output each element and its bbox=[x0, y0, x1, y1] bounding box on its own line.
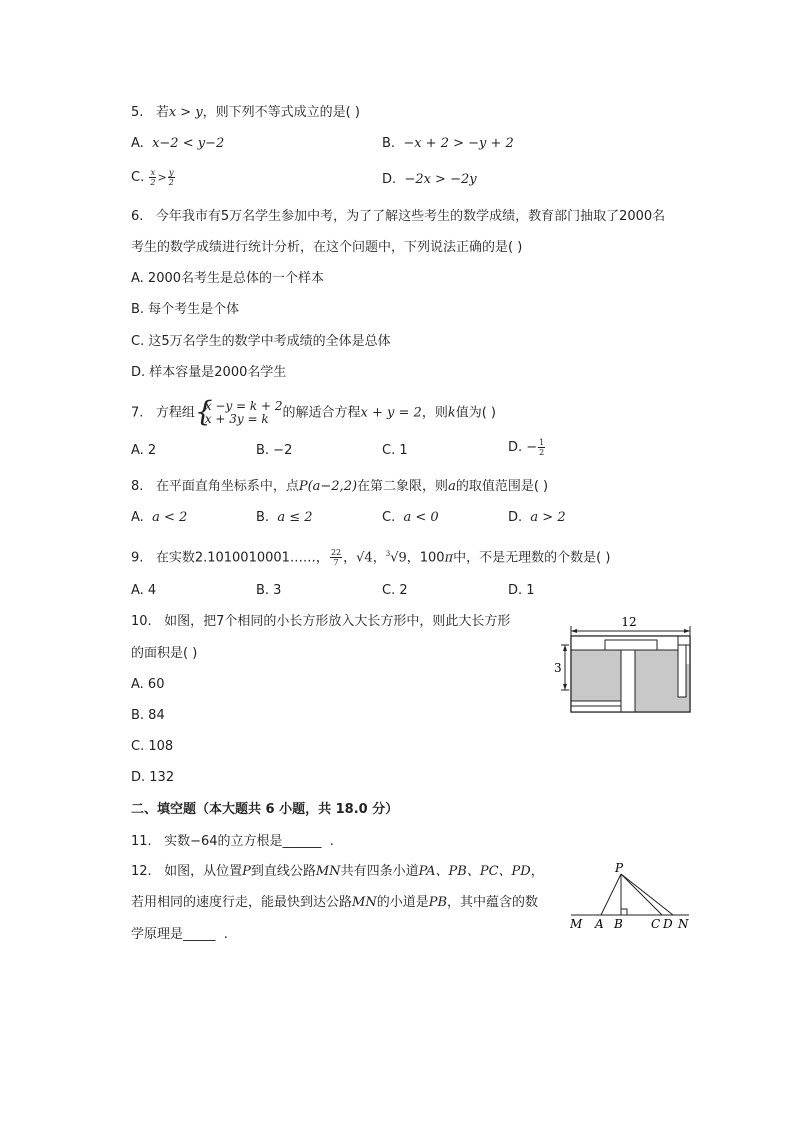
q10-line1-text: 如图，把7个相同的小长方形放入大长方形中，则此大长方形 bbox=[164, 614, 511, 629]
q5-option-a-label: A. bbox=[131, 136, 144, 151]
q10-stem-line1 bbox=[131, 613, 510, 631]
q12-var-pb: PB bbox=[428, 895, 448, 910]
q11-end: . bbox=[329, 834, 334, 849]
q6-line2-text: 考生的数学成绩进行统计分析，在这个问题中，下列说法正确的是( ) bbox=[131, 240, 523, 255]
q12-label-b: B bbox=[614, 917, 623, 931]
q5-option-c bbox=[131, 168, 176, 187]
q7-option-b: B. −2 bbox=[256, 443, 293, 458]
q9-cbrt-index: 3 bbox=[385, 550, 391, 558]
q10-shaded-right bbox=[635, 650, 678, 712]
q12-end: . bbox=[223, 927, 228, 942]
q8-point: P(a−2,2) bbox=[298, 479, 358, 494]
q8-var-a: a bbox=[448, 479, 456, 494]
q12-stem-line3 bbox=[131, 926, 228, 944]
q5-option-d-text: −2x > −2y bbox=[404, 172, 477, 187]
q12-label-n: N bbox=[678, 917, 689, 931]
q12-answer-blank[interactable]: _____ bbox=[183, 927, 216, 942]
q12-var-mn-2: MN bbox=[352, 895, 377, 910]
q7-option-d-label: D. − bbox=[508, 440, 538, 455]
q11-number: 11. bbox=[131, 834, 152, 849]
q6-stem-line1 bbox=[131, 208, 665, 226]
q9-stem-suffix: 中，不是无理数的个数是( ) bbox=[453, 550, 611, 566]
q8-stem-suffix: 的取值范围是( ) bbox=[455, 479, 549, 494]
q12-line1-end: ， bbox=[530, 864, 544, 879]
q12-line1-mid: 到直线公路 bbox=[250, 864, 316, 879]
q12-paths: PA、PB、PC、PD bbox=[418, 864, 531, 879]
q6-number: 6. bbox=[131, 209, 144, 224]
q7-eq3: x + y = 2 bbox=[360, 405, 422, 421]
q9-sqrt4: √4 bbox=[356, 550, 373, 566]
q8-option-d bbox=[508, 509, 566, 527]
q9-option-c: C. 2 bbox=[382, 583, 408, 598]
q12-segment-pd bbox=[621, 874, 673, 915]
q10-width-label: 12 bbox=[621, 615, 637, 629]
q12-label-d: D bbox=[663, 917, 673, 931]
q5-condition: x > y bbox=[168, 105, 203, 120]
q10-width-arrow-left bbox=[571, 629, 577, 633]
q8-option-d-text: a > 2 bbox=[530, 510, 566, 525]
q11-text: 实数−64的立方根是 bbox=[164, 834, 283, 849]
q8-option-a bbox=[131, 509, 187, 527]
q5-option-a-text: x−2 < y−2 bbox=[152, 136, 225, 151]
q7-stem-mid: 的解适合方程 bbox=[282, 405, 361, 421]
q12-label-p: P bbox=[615, 861, 624, 875]
q5-option-d-label: D. bbox=[382, 172, 397, 187]
q7-option-d-frac: $\frac{1}{2}$ bbox=[539, 438, 545, 457]
q8-stem bbox=[131, 478, 548, 496]
q7-option-d bbox=[508, 438, 546, 457]
q12-point-line-figure bbox=[565, 860, 695, 935]
q11-answer-blank[interactable]: ______ bbox=[282, 834, 322, 849]
q8-stem-mid: 在第二象限，则 bbox=[357, 479, 449, 494]
q10-rectangle-figure bbox=[552, 612, 697, 718]
q5-option-b bbox=[382, 135, 514, 153]
q12-label-c: C bbox=[651, 917, 661, 931]
q9-stem bbox=[131, 545, 610, 567]
q8-number: 8. bbox=[131, 479, 144, 494]
q12-var-mn: MN bbox=[315, 864, 341, 879]
q12-segment-pa bbox=[601, 874, 621, 915]
q9-option-a: A. 4 bbox=[131, 583, 157, 598]
q7-stem-suffix: 值为( ) bbox=[455, 405, 496, 421]
q5-option-a bbox=[131, 135, 224, 153]
q7-stem-mid2: ，则 bbox=[421, 405, 448, 421]
q7-option-c: C. 1 bbox=[382, 443, 408, 458]
q5-option-b-label: B. bbox=[382, 136, 396, 151]
q9-sep2: ， bbox=[372, 550, 386, 566]
q5-option-d bbox=[382, 171, 477, 189]
q12-line1-prefix: 如图，从位置 bbox=[164, 864, 243, 879]
q10-option-a: A. 60 bbox=[131, 677, 165, 692]
q12-line3-text: 学原理是 bbox=[131, 927, 184, 942]
q12-stem-line1 bbox=[131, 863, 544, 881]
q7-number: 7. bbox=[131, 405, 144, 421]
q6-option-b: B. 每个考生是个体 bbox=[131, 302, 240, 317]
q9-sep3: ，100 bbox=[406, 550, 445, 566]
q11-stem bbox=[131, 833, 334, 851]
q12-label-a: A bbox=[595, 917, 604, 931]
section-fill-in-blank-title: 二、填空题（本大题共 6 小题，共 18.0 分） bbox=[131, 802, 399, 817]
q10-shaded-left bbox=[571, 650, 621, 701]
q10-stem-line2: 的面积是( ) bbox=[131, 646, 198, 661]
q9-stem-prefix: 在实数2.1010010001……， bbox=[155, 550, 329, 566]
q8-option-c-text: a < 0 bbox=[403, 510, 439, 525]
q12-label-m: M bbox=[570, 917, 583, 931]
q5-option-c-frac-x: $\frac{x}{2}$ bbox=[150, 168, 156, 187]
q8-option-b bbox=[256, 509, 313, 527]
q8-option-d-label: D. bbox=[508, 510, 523, 525]
q12-line2-prefix: 若用相同的速度行走，能最快到达公路 bbox=[131, 895, 353, 910]
q6-option-c: C. 这5万名学生的数学中考成绩的全体是总体 bbox=[131, 334, 391, 349]
q9-cbrt9: √9 bbox=[390, 550, 407, 566]
q12-line2-end: ，其中蕴含的数 bbox=[447, 895, 539, 910]
q12-stem-line2 bbox=[131, 894, 538, 912]
q5-stem bbox=[131, 104, 360, 122]
q6-option-d: D. 样本容量是2000名学生 bbox=[131, 365, 287, 380]
q12-line1-mid2: 共有四条小道 bbox=[340, 864, 419, 879]
q8-option-a-text: a < 2 bbox=[152, 510, 188, 525]
q8-option-b-label: B. bbox=[256, 510, 270, 525]
q5-option-b-text: −x + 2 > −y + 2 bbox=[403, 136, 514, 151]
q12-right-angle-mark bbox=[621, 909, 627, 915]
q8-option-a-label: A. bbox=[131, 510, 144, 525]
q10-option-d: D. 132 bbox=[131, 770, 175, 785]
q12-var-p: P bbox=[242, 864, 251, 879]
q10-width-arrow-right bbox=[684, 629, 690, 633]
q8-option-c-label: C. bbox=[382, 510, 396, 525]
q5-option-c-label: C. bbox=[131, 170, 145, 185]
q8-stem-prefix: 在平面直角坐标系中，点 bbox=[155, 479, 299, 494]
q6-line1-text: 今年我市有5万名学生参加中考，为了了解这些考生的数学成绩，教育部门抽取了2000名 bbox=[155, 209, 666, 224]
q7-stem-prefix: 方程组 bbox=[155, 405, 195, 421]
q9-fraction: $\frac{22}{7}$ bbox=[330, 548, 342, 568]
q9-number: 9. bbox=[131, 550, 144, 566]
q9-pi: π bbox=[444, 550, 454, 566]
q7-var-k: k bbox=[447, 405, 456, 421]
q12-number: 12. bbox=[131, 864, 152, 879]
q10-number: 10. bbox=[131, 614, 152, 629]
q7-eq1: { x −y = k + 2 bbox=[204, 399, 283, 413]
q6-option-a: A. 2000名考生是总体的一个样本 bbox=[131, 271, 325, 286]
q7-equation-system bbox=[197, 400, 283, 426]
q5-stem-prefix: 若 bbox=[155, 105, 169, 120]
q5-number: 5. bbox=[131, 105, 144, 120]
q7-option-a: A. 2 bbox=[131, 443, 157, 458]
q10-option-c: C. 108 bbox=[131, 739, 174, 754]
q9-option-d: D. 1 bbox=[508, 583, 535, 598]
q5-option-c-gt: > bbox=[157, 171, 167, 184]
q8-option-c bbox=[382, 509, 439, 527]
q12-line2-mid: 的小道是 bbox=[376, 895, 429, 910]
q9-sep1: ， bbox=[343, 550, 357, 566]
q5-option-c-frac-y: $\frac{y}{2}$ bbox=[168, 168, 174, 187]
q5-stem-suffix: ，则下列不等式成立的是( ) bbox=[202, 105, 360, 120]
q6-stem-line2 bbox=[131, 239, 522, 257]
q10-height-label: 3 bbox=[554, 661, 562, 675]
q7-eq2: x + 3y = k bbox=[204, 412, 269, 426]
q9-option-b: B. 3 bbox=[256, 583, 282, 598]
q8-option-b-text: a ≤ 2 bbox=[277, 510, 313, 525]
q10-option-b: B. 84 bbox=[131, 708, 165, 723]
q7-stem bbox=[131, 400, 496, 426]
